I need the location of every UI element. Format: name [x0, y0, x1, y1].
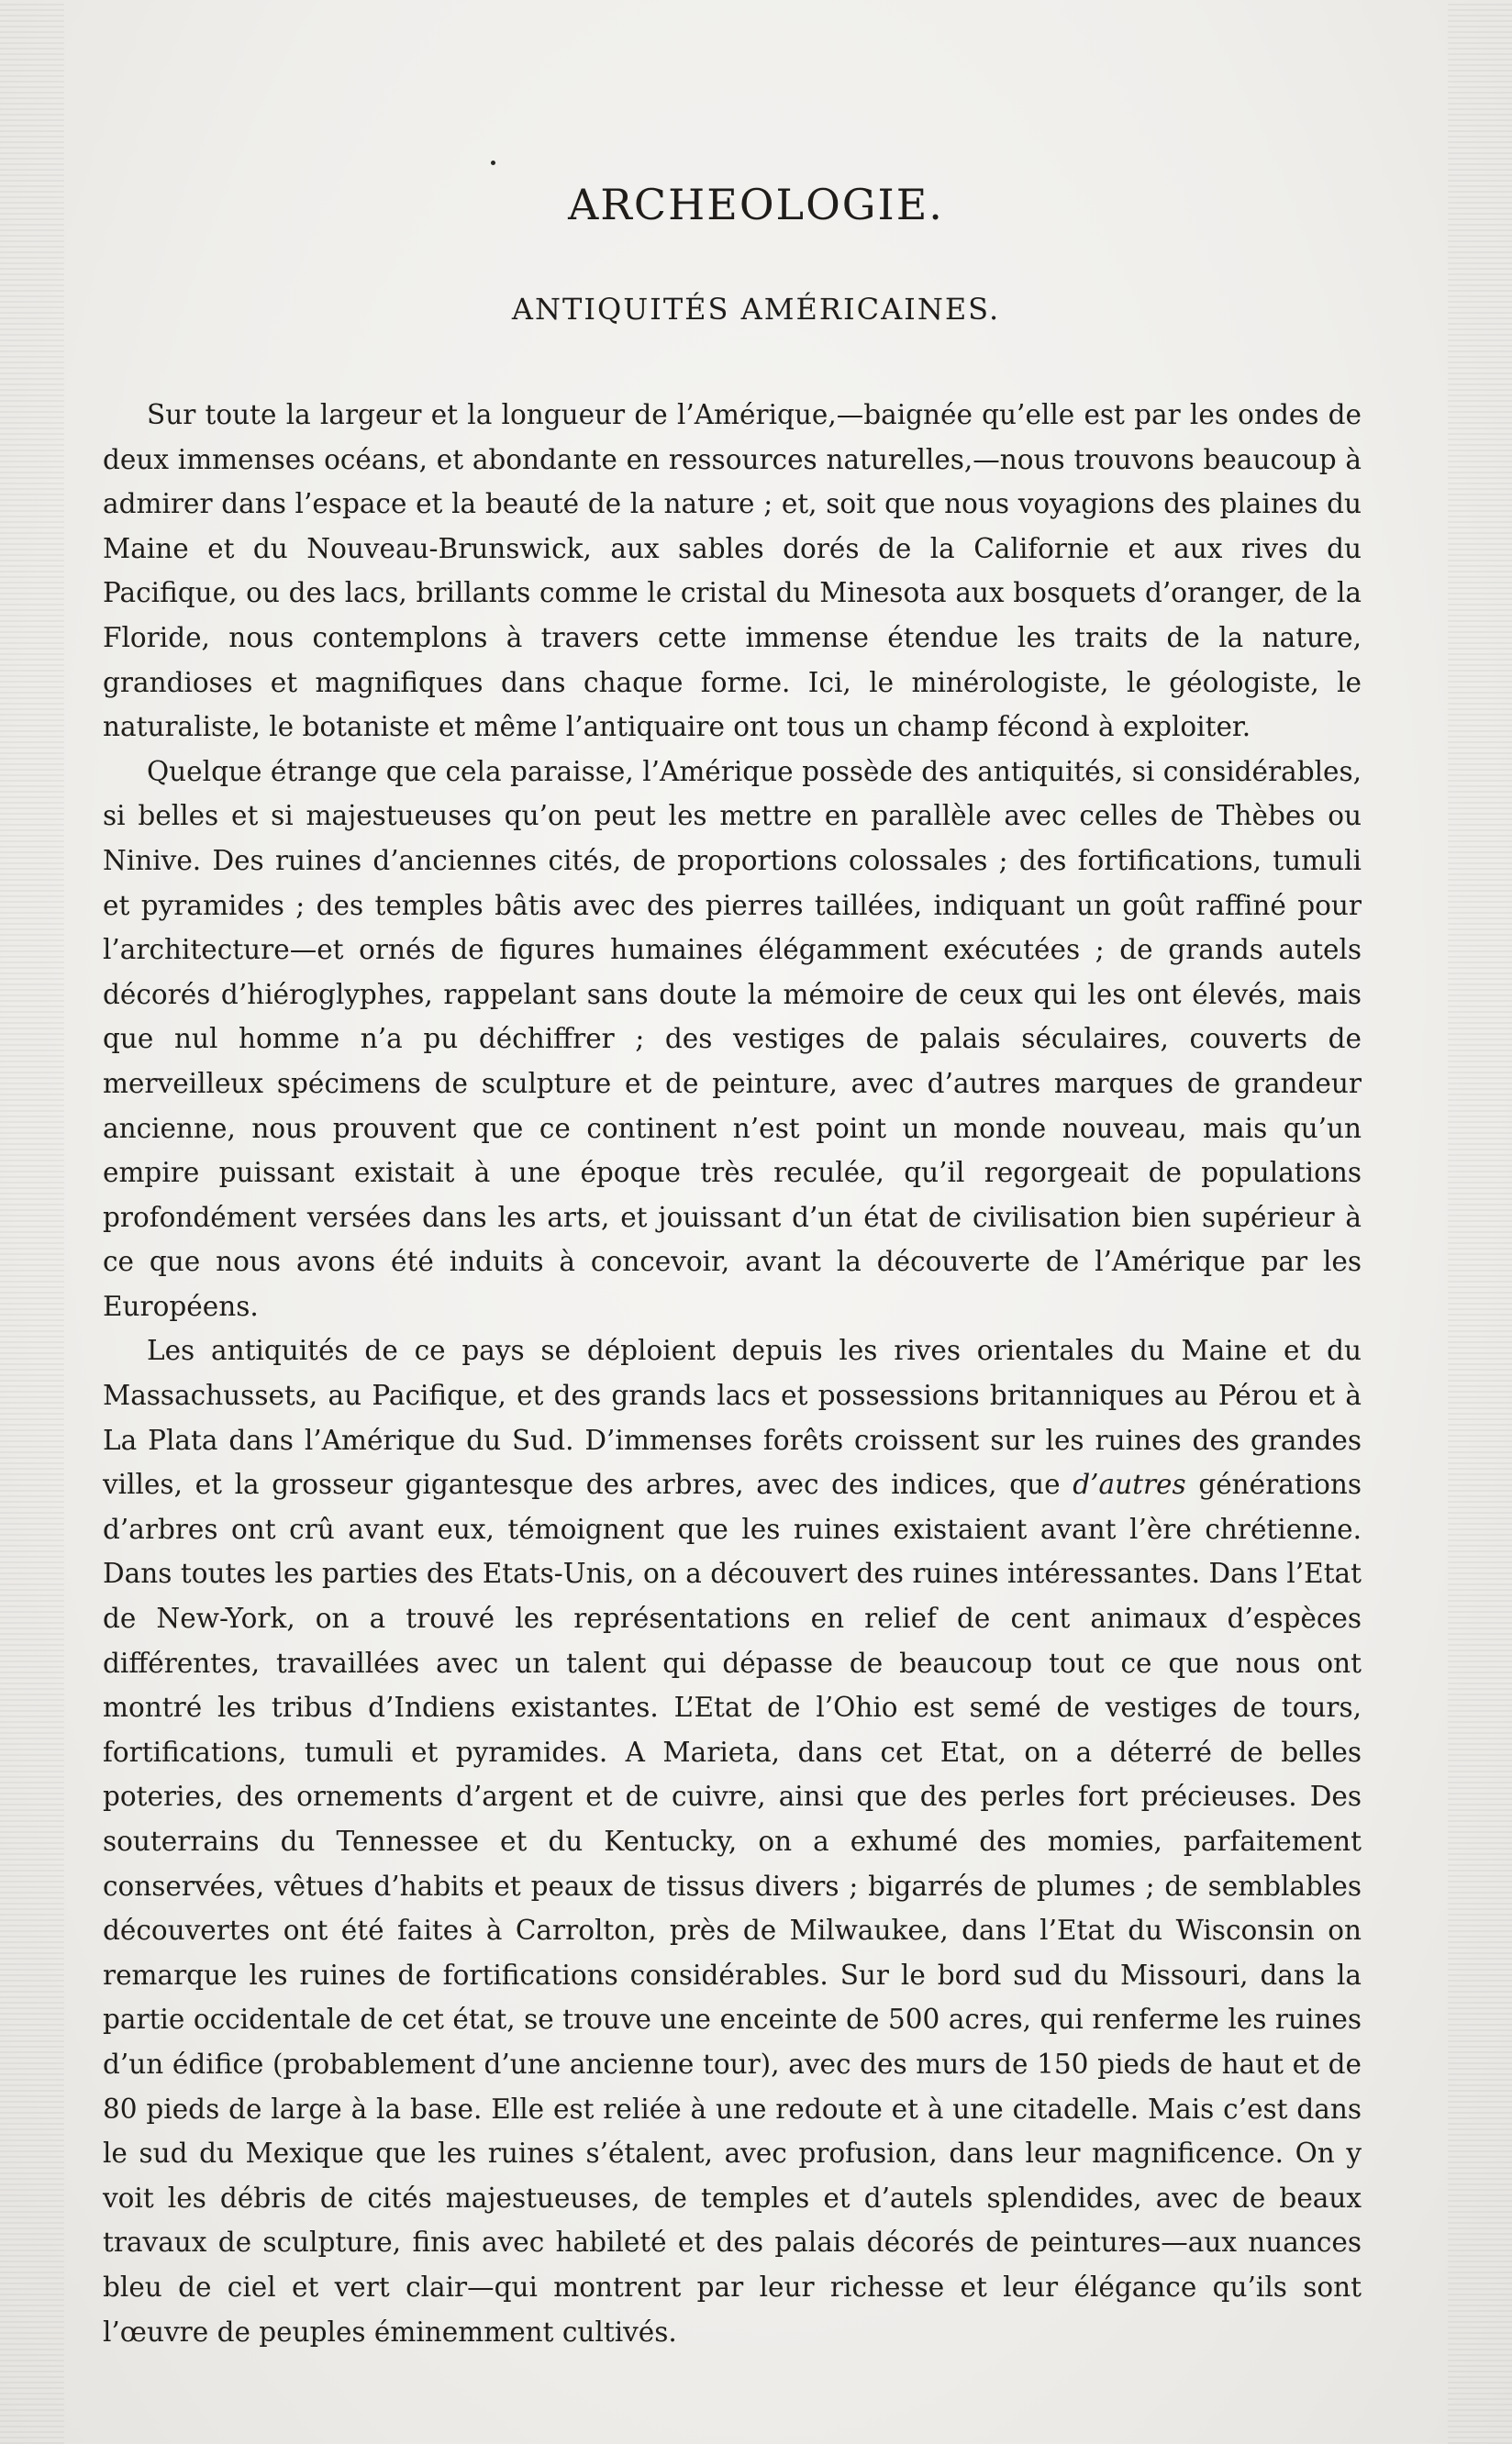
section-title: ARCHEOLOGIE. — [568, 180, 944, 229]
article-subtitle: ANTIQUITÉS AMÉRICAINES. — [511, 292, 1001, 327]
article-body — [103, 393, 1362, 2354]
ink-speck — [491, 161, 495, 165]
right-scan-edge — [1448, 0, 1512, 2444]
paragraph-3-text-after: générations d’arbres ont crû avant eux, témoignent que les ruines existaient avant l’ère chrétienne. Dans toutes les parties des Etats-Unis, on a découvert des ruines intéressantes. Dans l’Etat de New-York, on a trouvé les représentations en relief de cent animaux d’espèces différentes, travaillées avec un talent qui dépasse de beaucoup tout ce que nous ont montré les tribus d’Indiens existantes. L’Etat de l’Ohio est semé de vestiges de tours, fortifications, tumuli et pyramides. A Marieta, dans cet Etat, on a déterré de belles poteries, des ornements d’argent et de cuivre, ainsi que des perles fort précieuses. Des souterrains du Tennessee et du Kentucky, on a exhumé des momies, parfaitement conservées, vêtues d’habits et peaux de tissus divers ; bigarrés de plumes ; de semblables découvertes ont été faites à Carrolton, près de Milwaukee, dans l’Etat du Wisconsin on remarque les ruines de fortifications considérables. Sur le bord sud du Missouri, dans la partie occidentale de cet état, se trouve une enceinte de 500 acres, qui renferme les ruines d’un édifice (probablement d’une ancienne tour), avec des murs de 150 pieds de haut et de 80 pieds de large à la base. Elle est reliée à une redoute et à une citadelle. Mais c’est dans le sud du Mexique que les ruines s’étalent, avec profusion, dans leur magnificence. On y voit les débris de cités majestueuses, de temples et d’autels splendides, avec de beaux travaux de sculpture, finis avec habileté et des palais décorés de peintures—aux nuances bleu de ciel et vert clair—qui montrent par leur richesse et leur élégance qu’ils sont l’œuvre de peuples éminemment cultivés. — [103, 1469, 1362, 2348]
paragraph-3 — [103, 1328, 1362, 2354]
paragraph-2: Quelque étrange que cela paraisse, l’Amérique possède des antiquités, si considérables, si belles et si majestueuses qu’on peut les mettre en parallèle avec celles de Thèbes ou Ninive. Des ruines d’anciennes cités, de proportions colossales ; des fortifications, tumuli et pyramides ; des temples bâtis avec des pierres taillées, indiquant un goût raffiné pour l’architecture—et ornés de figures humaines élégamment exécutées ; de grands autels décorés d’hiéroglyphes, rappelant sans doute la mémoire de ceux qui les ont élevés, mais que nul homme n’a pu déchiffrer ; des vestiges de palais séculaires, couverts de merveilleux spécimens de sculpture et de peinture, avec d’autres marques de grandeur ancienne, nous prouvent que ce continent n’est point un monde nouveau, mais qu’un empire puissant existait à une époque très reculée, qu’il regorgeait de populations profondément versées dans les arts, et jouissant d’un état de civilisation bien supérieur à ce que nous avons été induits à concevoir, avant la découverte de l’Amérique par les Européens. — [103, 755, 1362, 1322]
paragraph-3-italic-word: d’autres — [1073, 1469, 1186, 1501]
left-scan-edge — [0, 0, 64, 2444]
paragraph-1: Sur toute la largeur et la longueur de l’Amérique,—baignée qu’elle est par les ondes de deux immenses océans, et abondante en ressources naturelles,—nous trouvons beaucoup à admirer dans l’espace et la beauté de la nature ; et, soit que nous voyagions des plaines du Maine et du Nouveau-Brunswick, aux sables dorés de la Californie et aux rives du Pacifique, ou des lacs, brillants comme le cristal du Minesota aux bosquets d’oranger, de la Floride, nous contemplons à travers cette immense étendue les traits de la nature, grandioses et magnifiques dans chaque forme. Ici, le minérologiste, le géologiste, le naturaliste, le botaniste et même l’antiquaire ont tous un champ fécond à exploiter. — [103, 399, 1362, 743]
paragraph-3-text-before: Les antiquités de ce pays se déploient depuis les rives orientales du Maine et du Massachussets, au Pacifique, et des grands lacs et possessions britanniques au Pérou et à La Plata dans l’Amérique du Sud. D’immenses forêts croissent sur les ruines des grandes villes, et la grosseur gigantesque des arbres, avec des indices, que — [103, 1335, 1362, 1501]
